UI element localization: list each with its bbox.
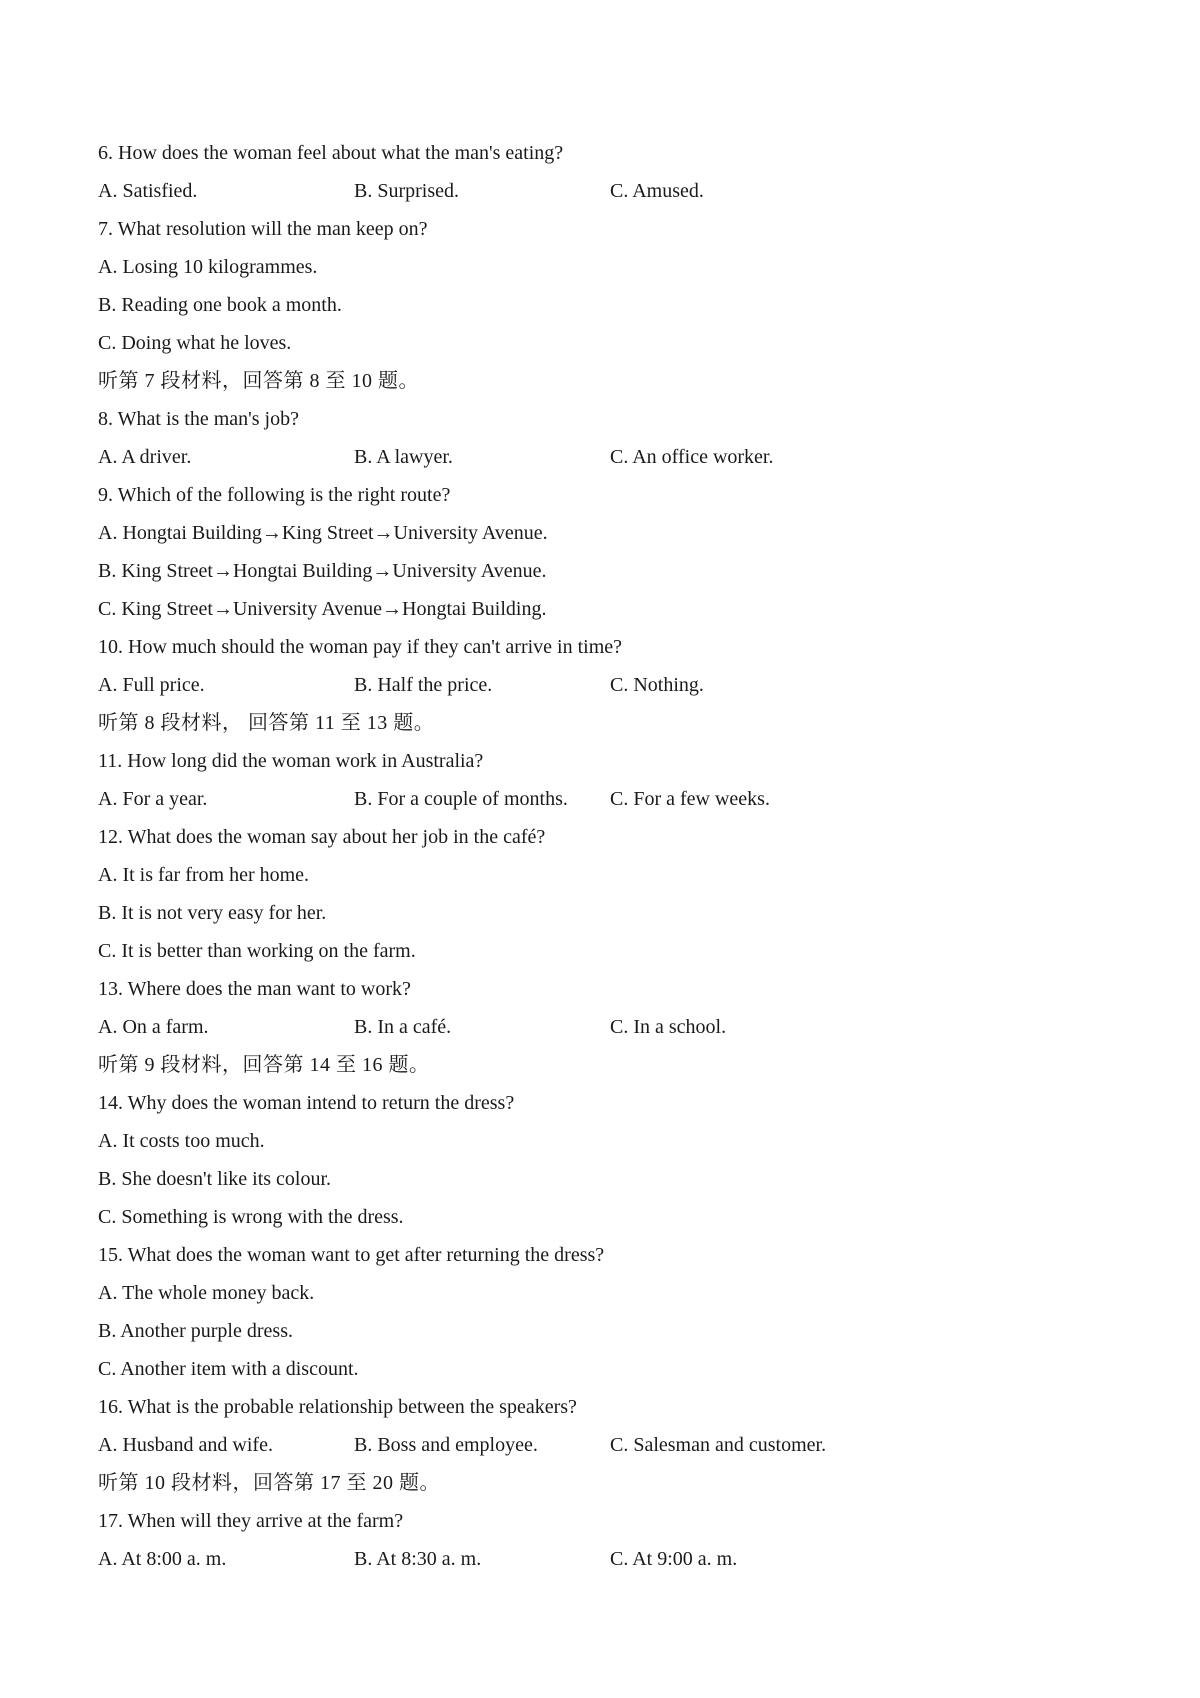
exam-page [98,134,1108,1578]
options-row [98,780,1108,818]
question-line: A. Losing 10 kilogrammes. [98,256,318,278]
question-line: C. Doing what he loves. [98,332,292,354]
options-row [98,666,1108,704]
answer-option: C. Salesman and customer. [610,1434,827,1456]
answer-option: B. Half the price. [354,674,493,696]
question-line: 8. What is the man's job? [98,408,299,430]
answer-option: A. At 8:00 a. m. [98,1548,227,1570]
answer-option: A. On a farm. [98,1016,209,1038]
question-line: A. The whole money back. [98,1282,315,1304]
options-row [98,172,1108,210]
question-line: 17. When will they arrive at the farm? [98,1510,404,1532]
answer-option: A. A driver. [98,446,192,468]
question-line: 14. Why does the woman intend to return the dress? [98,1092,515,1114]
question-line: C. Another item with a discount. [98,1358,359,1380]
answer-option: A. For a year. [98,788,208,810]
question-line: C. It is better than working on the farm. [98,940,416,962]
question-line: 16. What is the probable relationship between the speakers? [98,1396,577,1418]
question-line: 13. Where does the man want to work? [98,978,411,1000]
answer-option: C. Nothing. [610,674,704,696]
options-row [98,1426,1108,1464]
options-row [98,1540,1108,1578]
answer-option: C. In a school. [610,1016,727,1038]
question-line: B. It is not very easy for her. [98,902,327,924]
answer-option: C. For a few weeks. [610,788,770,810]
answer-option: A. Husband and wife. [98,1434,273,1456]
section-instruction: 听第 9 段材料，回答第 14 至 16 题。 [98,1054,430,1076]
answer-option: B. Surprised. [354,180,459,202]
answer-option: B. Boss and employee. [354,1434,538,1456]
question-line: 9. Which of the following is the right route? [98,484,451,506]
question-line: 6. How does the woman feel about what the man's eating? [98,142,564,164]
answer-option: B. For a couple of months. [354,788,568,810]
answer-option: A. Satisfied. [98,180,198,202]
answer-option: C. An office worker. [610,446,774,468]
question-line: B. She doesn't like its colour. [98,1168,332,1190]
section-instruction: 听第 8 段材料， 回答第 11 至 13 题。 [98,712,435,734]
answer-option: A. Full price. [98,674,205,696]
answer-option: C. At 9:00 a. m. [610,1548,738,1570]
answer-option: B. In a café. [354,1016,452,1038]
question-line: A. It is far from her home. [98,864,310,886]
question-line: 7. What resolution will the man keep on? [98,218,428,240]
question-line: B. Another purple dress. [98,1320,293,1342]
question-line: 10. How much should the woman pay if they can't arrive in time? [98,636,623,658]
question-line: B. Reading one book a month. [98,294,342,316]
question-line: 15. What does the woman want to get after returning the dress? [98,1244,605,1266]
section-instruction: 听第 7 段材料，回答第 8 至 10 题。 [98,370,419,392]
options-row [98,1008,1108,1046]
answer-option: B. A lawyer. [354,446,453,468]
options-row [98,438,1108,476]
section-instruction: 听第 10 段材料，回答第 17 至 20 题。 [98,1472,440,1494]
question-line: 12. What does the woman say about her job in the café? [98,826,546,848]
answer-option: B. At 8:30 a. m. [354,1548,482,1570]
question-line: C. King Street→University Avenue→Hongtai Building. [98,598,547,620]
question-line: A. It costs too much. [98,1130,265,1152]
question-line: A. Hongtai Building→King Street→University Avenue. [98,522,548,544]
question-line: C. Something is wrong with the dress. [98,1206,404,1228]
question-line: B. King Street→Hongtai Building→University Avenue. [98,560,547,582]
question-line: 11. How long did the woman work in Australia? [98,750,484,772]
answer-option: C. Amused. [610,180,704,202]
